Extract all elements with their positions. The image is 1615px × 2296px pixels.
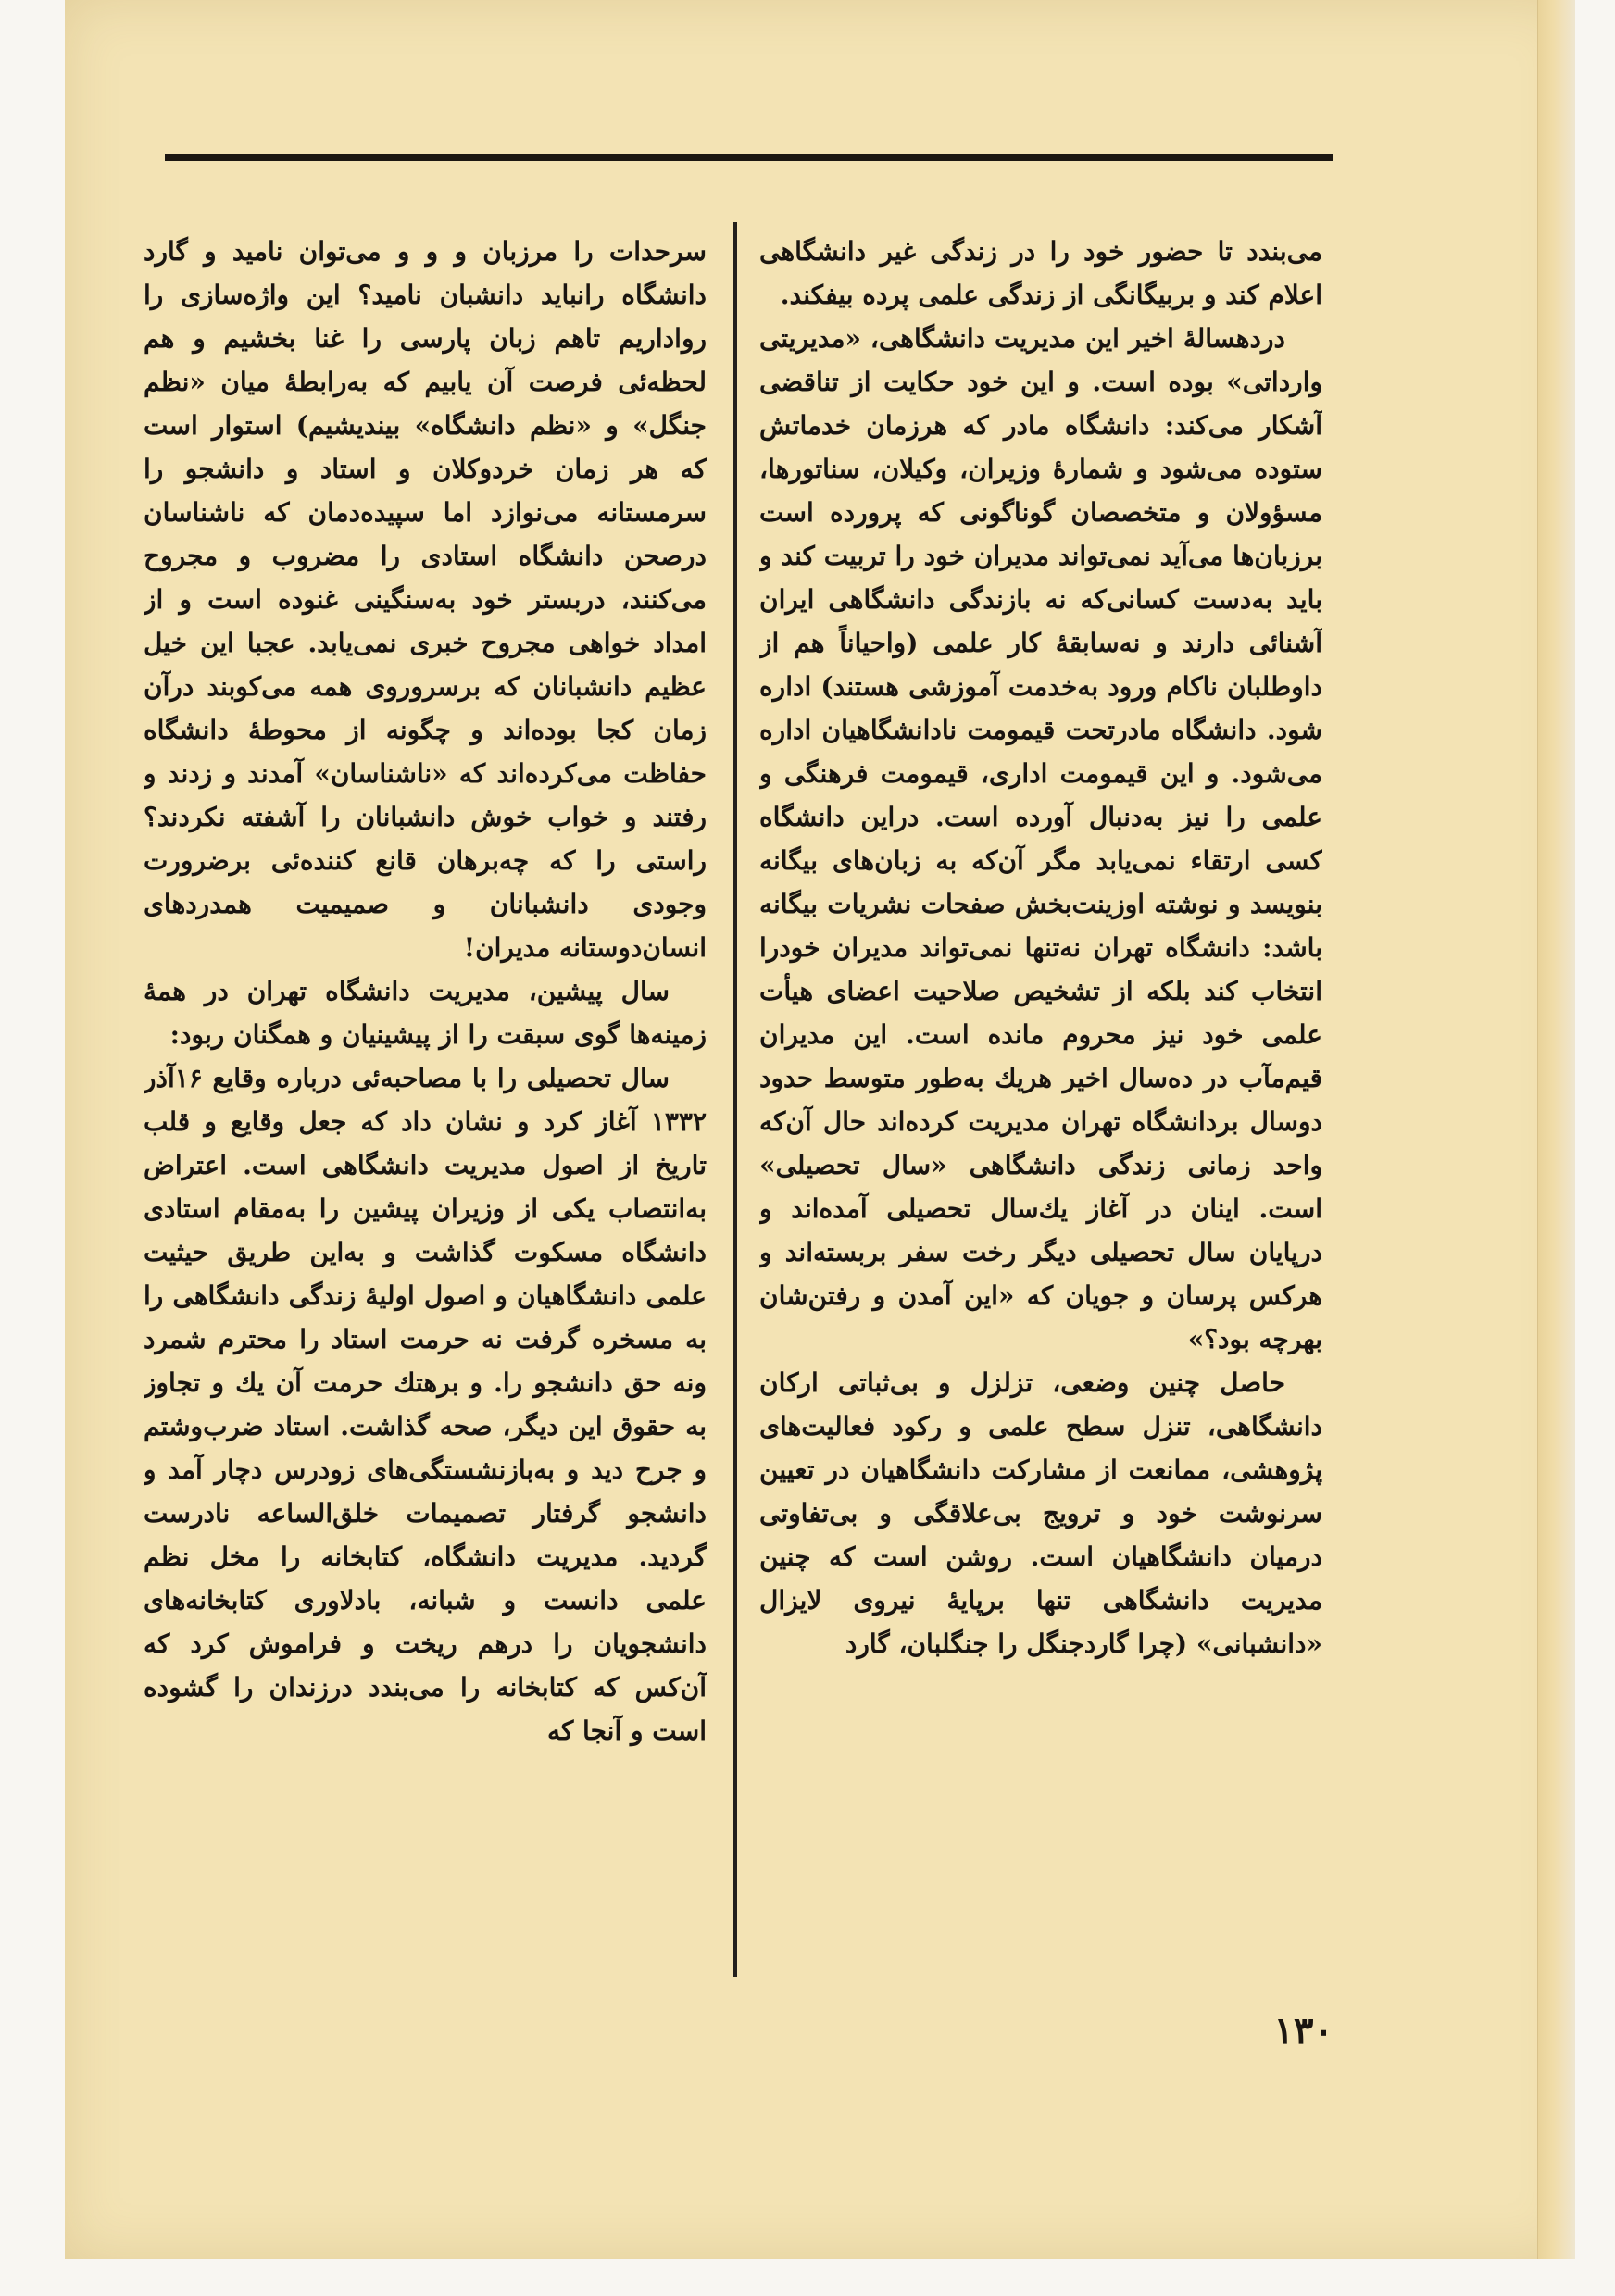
page-binding-edge xyxy=(1537,0,1575,2259)
header-rule xyxy=(165,154,1333,161)
left-column xyxy=(144,230,707,1979)
paragraph: سال تحصیلی را با مصاحبه‌ئی درباره وقایع ۱۶آذر ۱۳۳۲ آغاز کرد و نشان داد که جعل وقایع و قلب تاریخ از اصول مدیریت دانشگاهی است. اعتراض به‌انتصاب یکی از وزیران پیشین را به‌مقام استادی دانشگاه مسکوت گذاشت و به‌این طریق حیثیت علمی دانشگاهیان و اصول اولیهٔ زندگی دانشگاهی را به مسخره گرفت نه حرمت استاد را محترم شمرد ونه حق دانشجو را. و برهتك حرمت آن یك و تجاوز به حقوق این دیگر، صحه گذاشت. استاد ضرب‌وشتم و جرح دید و به‌بازنشستگی‌های زودرس دچار آمد و دانشجو گرفتار تصمیمات خلق‌الساعه نادرست گردید. مدیریت دانشگاه، کتابخانه را مخل نظم علمی دانست و شبانه، بادلاوری کتابخانه‌های دانشجویان را درهم ریخت و فراموش کرد که آن‌کس که کتابخانه را می‌بندد درزندان را گشوده است و آنجا که xyxy=(144,1063,707,1746)
paragraph: سرحدات را مرزبان و و و می‌توان نامید و گارد دانشگاه رانباید دانشبان نامید؟ این واژه‌سازی را رواداریم تاهم زبان پارسی را غنا بخشیم و هم لحظه‌ئی فرصت آن یابیم که به‌رابطهٔ میان «نظم جنگل» و «نظم دانشگاه» بیندیشیم) استوار است که هر زمان خردوکلان و استاد و دانشجو را سرمستانه می‌نوازد اما سپیده‌دمان که ناشناسان درصحن دانشگاه استادی را مضروب و مجروح می‌کنند، دربستر خود به‌سنگینی غنوده است و از امداد خواهی مجروح خبری نمی‌یابد. عجبا این خیل عظیم دانشبانان که برسروروی همه می‌کوبند درآن زمان کجا بوده‌اند و چگونه از محوطهٔ دانشگاه حفاظت می‌کرده‌اند که «ناشناسان» آمدند و زدند و رفتند و خواب خوش دانشبانان را آشفته نکردند؟ راستی را که چه‌برهان قانع کننده‌ئی برضرورت وجودی دانشبانان و صمیمیت همدردهای انسان‌دوستانه مدیران! xyxy=(144,236,707,963)
column-divider xyxy=(733,222,737,1977)
paragraph: می‌بندد تا حضور خود را در زندگی غیر دانشگاهی اعلام کند و بربیگانگی از زندگی علمی پرده بیفکند. xyxy=(759,236,1322,310)
right-column xyxy=(759,230,1322,1979)
paragraph: حاصل چنین وضعی، تزلزل و بی‌ثباتی ارکان دانشگاهی، تنزل سطح علمی و رکود فعالیت‌های پژوهشی، ممانعت از مشارکت دانشگاهیان در تعیین سرنوشت خود و ترویج بی‌علاقگی و بی‌تفاوتی درمیان دانشگاهیان است. روشن است که چنین مدیریت دانشگاهی تنها برپایهٔ نیروی لایزال «دانشبانی» (چرا گاردجنگل را جنگلبان، گارد xyxy=(759,1367,1322,1659)
page-number: ۱۳۰ xyxy=(1273,2009,1333,2053)
paragraph: سال پیشین، مدیریت دانشگاه تهران در همهٔ زمینه‌ها گوی سبقت را از پیشینیان و همگنان ربود: xyxy=(144,976,707,1050)
paragraph: دردهسالهٔ اخیر این مدیریت دانشگاهی، «مدیریتی وارداتی» بوده است. و این خود حکایت از تناقضی آشکار می‌کند: دانشگاه مادر که هرزمان خدماتش ستوده می‌شود و شمارهٔ وزیران، وکیلان، سناتورها، مسؤولان و متخصصان گوناگونی که پرورده است برزبان‌ها می‌آید نمی‌تواند مدیران خود را تربیت کند و باید به‌دست کسانی‌که نه بازندگی دانشگاهی ایران آشنائی دارند و نه‌سابقهٔ کار علمی (واحیاناً هم از داوطلبان ناکام ورود به‌خدمت آموزشی هستند) اداره شود. دانشگاه مادرتحت قیمومت نادانشگاهیان اداره می‌شود. و این قیمومت اداری، قیمومت فرهنگی و علمی را نیز به‌دنبال آورده است. دراین دانشگاه کسی ارتقاء نمی‌یابد مگر آن‌که به زبان‌های بیگانه بنویسد و نوشته اوزینت‌بخش صفحات نشریات بیگانه باشد: دانشگاه تهران نه‌تنها نمی‌تواند مدیران خودرا انتخاب کند بلکه از تشخیص صلاحیت اعضای هیأت علمی خود نیز محروم مانده است. این مدیران قیم‌مآب در ده‌سال اخیر هریك به‌طور متوسط حدود دوسال بردانشگاه تهران مدیریت کرده‌اند حال آن‌که واحد زمانی زندگی دانشگاهی «سال تحصیلی» است. اینان در آغاز یك‌سال تحصیلی آمده‌اند و درپایان سال تحصیلی دیگر رخت سفر بربسته‌اند و هرکس پرسان و جویان که «این آمدن و رفتن‌شان بهرچه بود؟» xyxy=(759,323,1322,1354)
